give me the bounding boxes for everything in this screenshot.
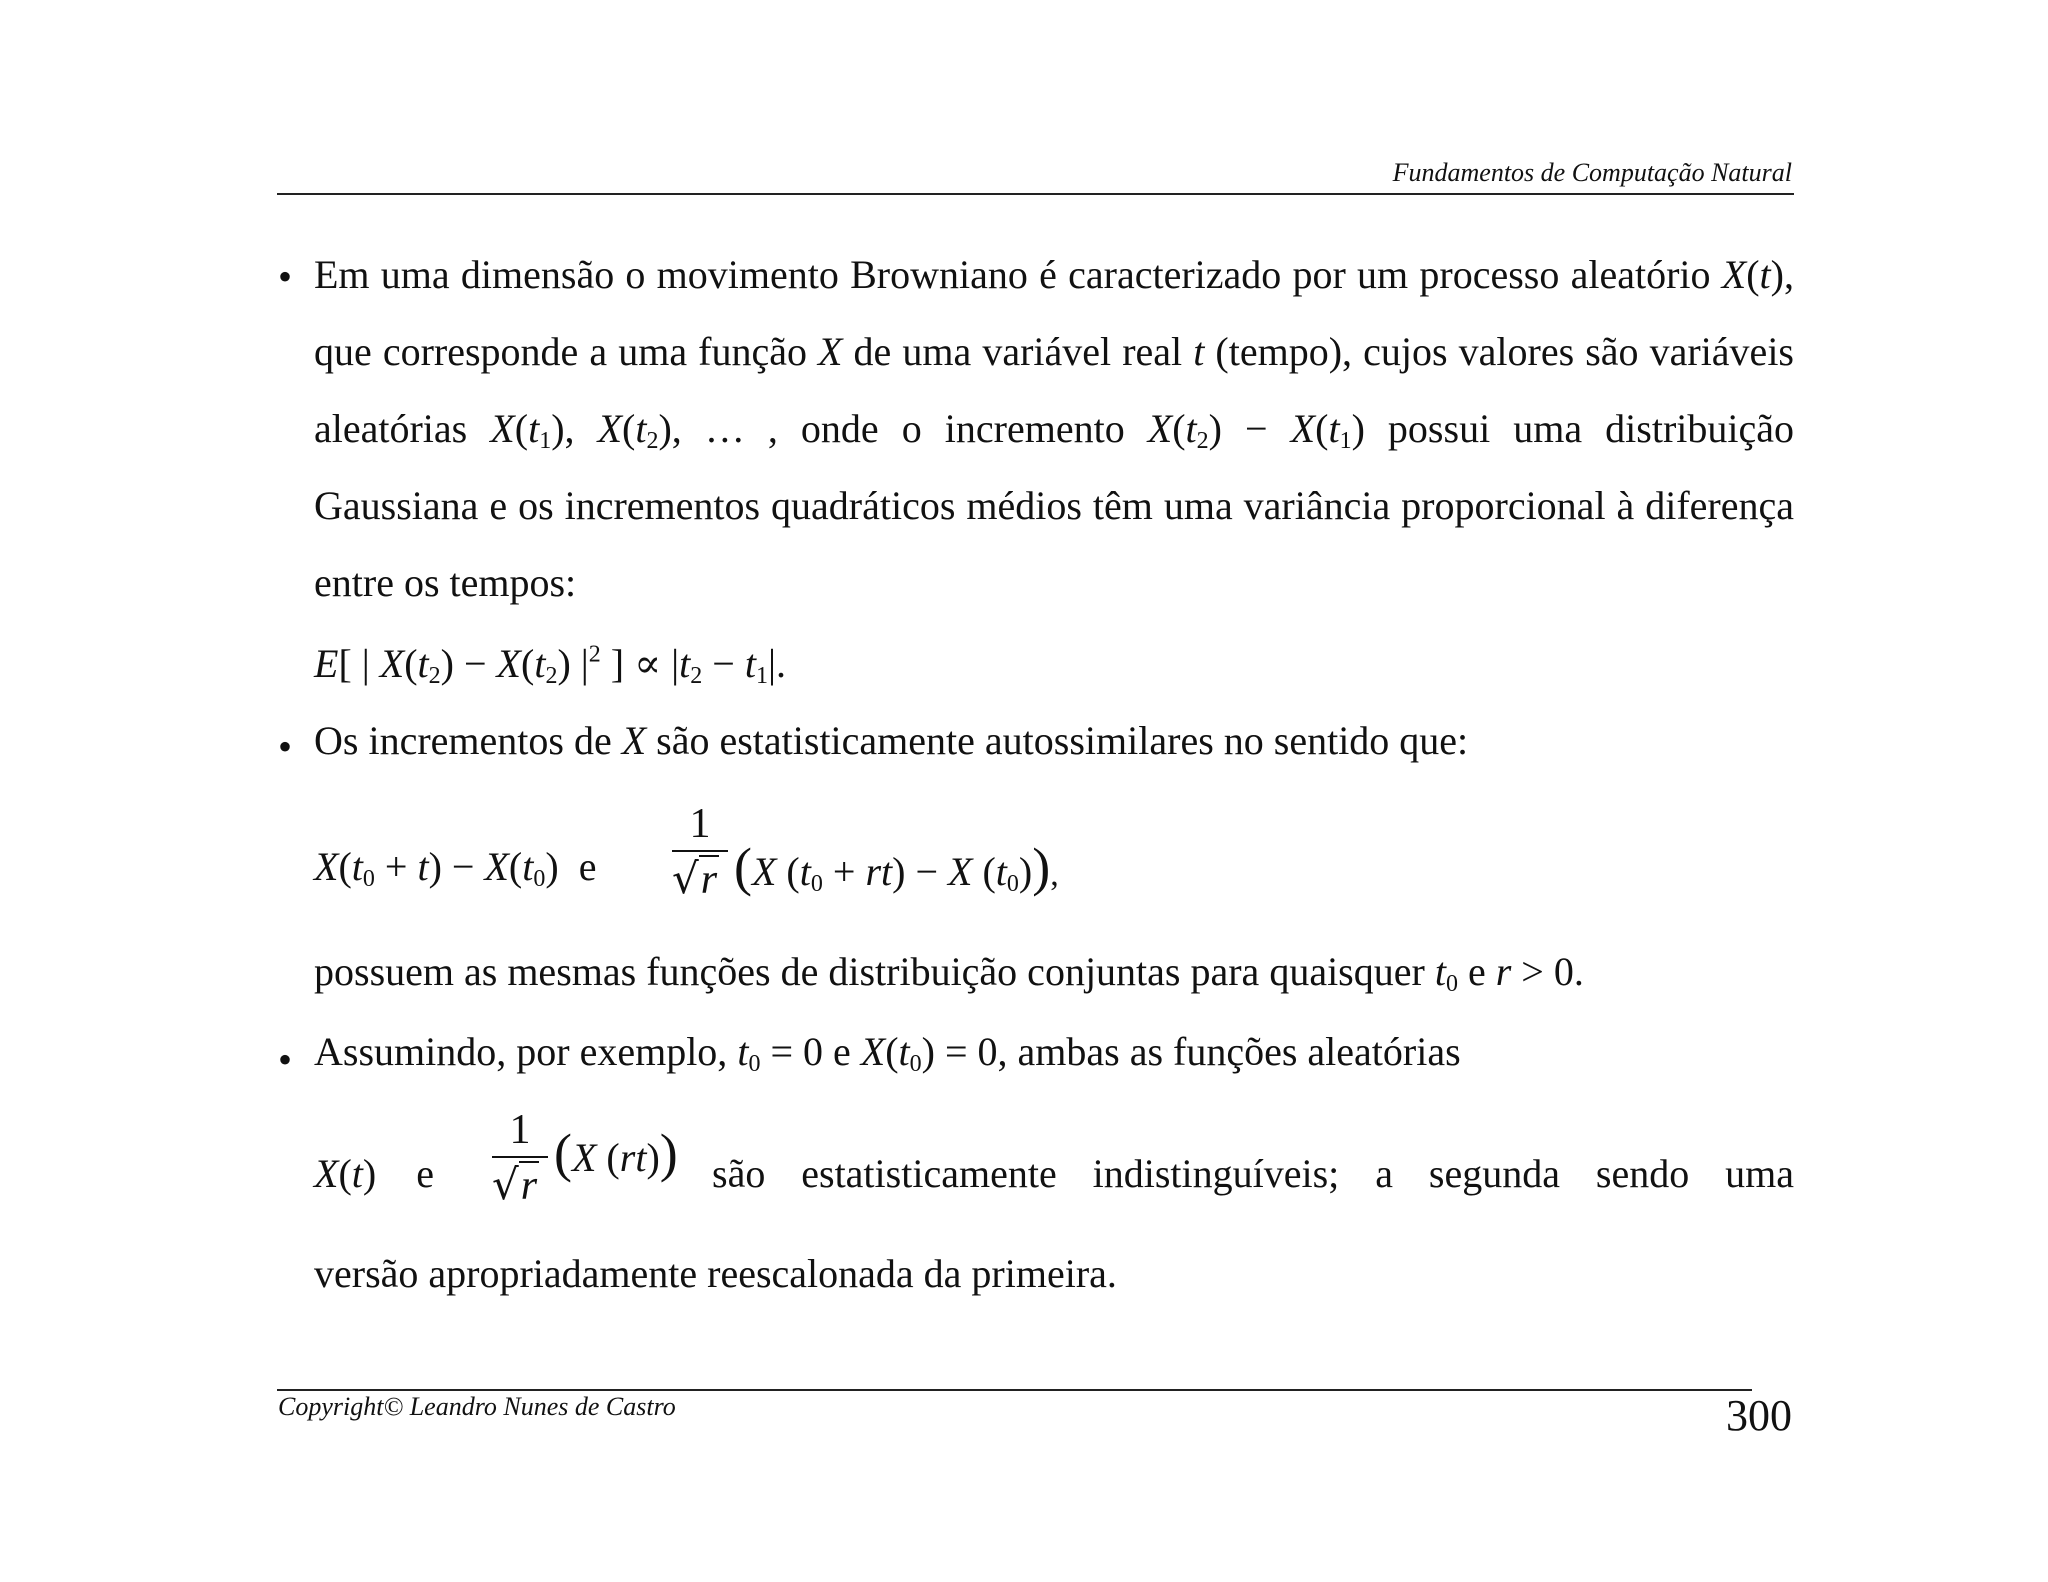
connector-e: e [578, 844, 597, 889]
increment-formula-right: (X $(t_0 + rt) - X$ $(t_0)$), [734, 837, 1059, 897]
rescaled-formula-right: (X (rt)) [554, 1123, 678, 1183]
header-rule [277, 193, 1794, 195]
page-number: 300 [1726, 1391, 1792, 1440]
bullet-2-text: Os incrementos de X são estatisticamente autossimilares no sentido que: [314, 718, 1469, 763]
fraction-numerator: 1 [509, 1107, 531, 1153]
fraction-bar [672, 850, 728, 852]
rescaled-formula-left: X(t) e [314, 1151, 434, 1196]
fraction-one-over-sqrt-r [670, 800, 730, 910]
running-header: Fundamentos de Computação Natural [1392, 158, 1792, 187]
bullet-marker: • [278, 1037, 293, 1082]
increment-formula-left: $X(t_0 + t) - X(t_0)$ e [314, 844, 597, 892]
bullet-1-paragraph: Em uma dimensão o movimento Browniano é caracterizado por um processo aleatório X(t), que corresponde a uma função X de uma variável real t (tempo), cujos valores são variáveis aleatórias $X(t_1)$, $X(t_2)$, … , onde o incremento $X(t_2) - X(t_1)$ possui uma distribuição Gaussiana e os incrementos quadráticos médios têm uma variância proporcional à diferença entre os tempos: [314, 252, 1795, 605]
footer-copyright: Copyright© Leandro Nunes de Castro [278, 1392, 676, 1421]
footer-rule [277, 1389, 1752, 1391]
variance-formula: E[ | $X(t_2) - X(t_2)$ $|^2$ ] ∝ $|t_2 - t_1|$. [314, 641, 786, 689]
fraction-one-over-sqrt-r [490, 1106, 550, 1216]
fraction-numerator: 1 [689, 801, 711, 847]
bullet-3-text: Assumindo, por exemplo, $t_0 = 0$ e $X(t_0) = 0$, ambas as funções aleatórias [314, 1029, 1461, 1077]
bullet-marker: • [278, 254, 293, 299]
fraction-denominator: √r [672, 854, 718, 903]
fraction-bar [492, 1156, 548, 1158]
connector-e: e [416, 1151, 434, 1196]
bullet-marker: • [278, 724, 293, 769]
fraction-denominator: √r [492, 1160, 538, 1209]
bullet-3-trailing-text: são estatisticamente indistinguíveis; a segunda sendo uma [712, 1151, 1794, 1196]
bullet-3-last-line: versão apropriadamente reescalonada da primeira. [314, 1251, 1117, 1296]
bullet-2-conclusion: possuem as mesmas funções de distribuição conjuntas para quaisquer $t_0$ e r > 0. [314, 949, 1584, 997]
